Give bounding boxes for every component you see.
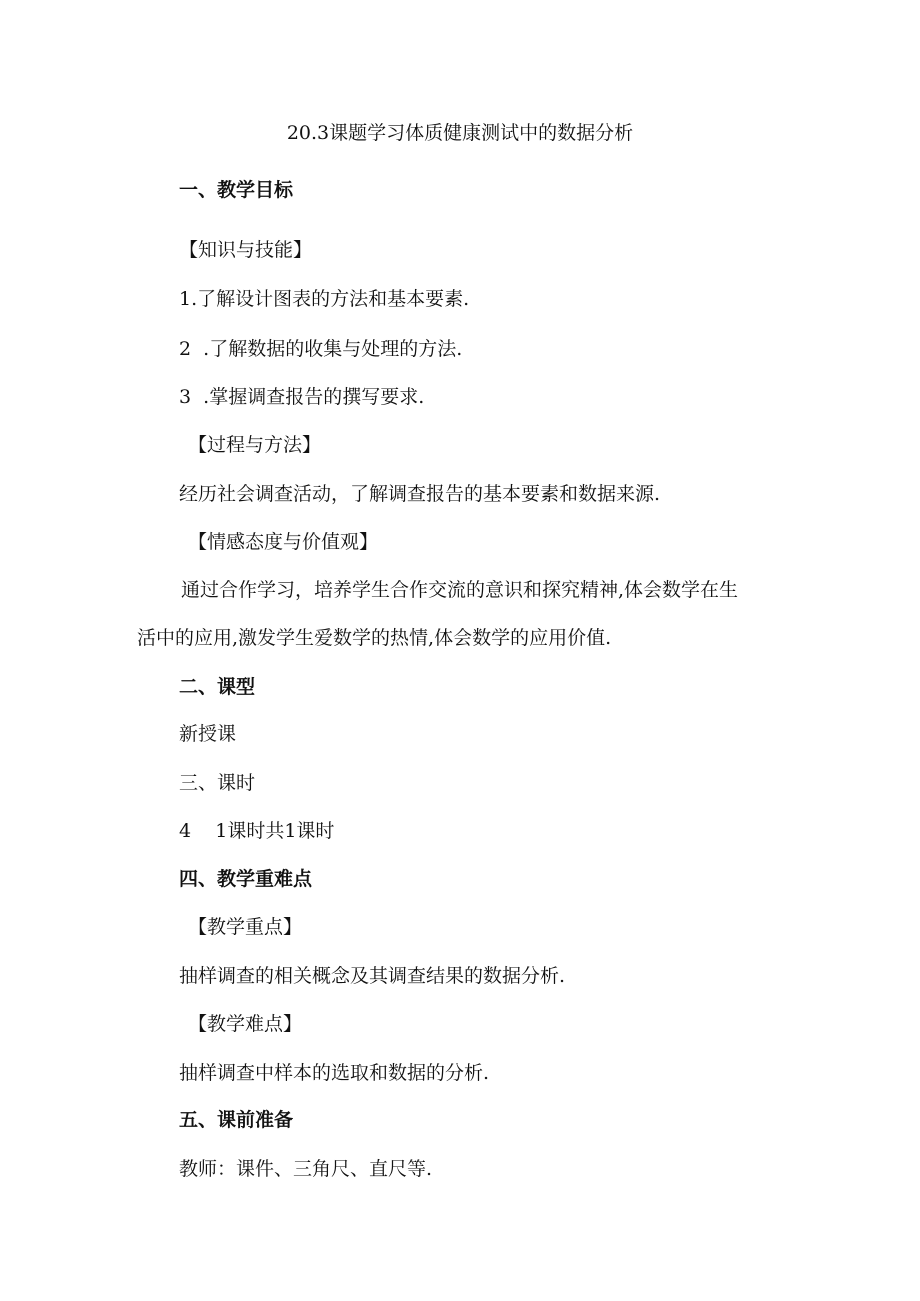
difficult-point-label: 【教学难点】: [188, 1013, 303, 1035]
section-heading-key-difficult-points: 四、教学重难点: [179, 868, 313, 890]
knowledge-item-3: 3 .掌握调查报告的撰写要求.: [179, 386, 425, 408]
preparation-text: 教师：课件、三角尺、直尺等.: [179, 1158, 433, 1180]
class-hours-text: 4 1课时共1课时: [179, 820, 335, 842]
section-heading-lesson-type: 二、课型: [179, 676, 256, 698]
knowledge-item-2: 2 .了解数据的收集与处理的方法.: [179, 338, 463, 360]
section-heading-class-hours: 三、课时: [179, 772, 256, 794]
key-point-text: 抽样调查的相关概念及其调查结果的数据分析.: [179, 965, 566, 987]
knowledge-skills-label: 【知识与技能】: [179, 239, 313, 261]
emotion-attitude-text-line-2: 活中的应用,激发学生爱数学的热情,体会数学的应用价值.: [137, 627, 612, 649]
emotion-attitude-label: 【情感态度与价值观】: [188, 531, 379, 553]
process-method-text: 经历社会调查活动，了解调查报告的基本要素和数据来源.: [179, 483, 661, 505]
document-title: 20.3课题学习体质健康测试中的数据分析: [286, 122, 634, 144]
lesson-type-text: 新授课: [179, 723, 237, 745]
emotion-attitude-text-line-1: 通过合作学习，培养学生合作交流的意识和探究精神,体会数学在生: [181, 579, 739, 601]
knowledge-item-1: 1.了解设计图表的方法和基本要素.: [179, 288, 470, 310]
key-point-label: 【教学重点】: [188, 916, 303, 938]
process-method-label: 【过程与方法】: [188, 434, 322, 456]
section-heading-preparation: 五、课前准备: [179, 1109, 294, 1131]
section-heading-teaching-goals: 一、教学目标: [179, 179, 294, 201]
difficult-point-text: 抽样调查中样本的选取和数据的分析.: [179, 1062, 490, 1084]
